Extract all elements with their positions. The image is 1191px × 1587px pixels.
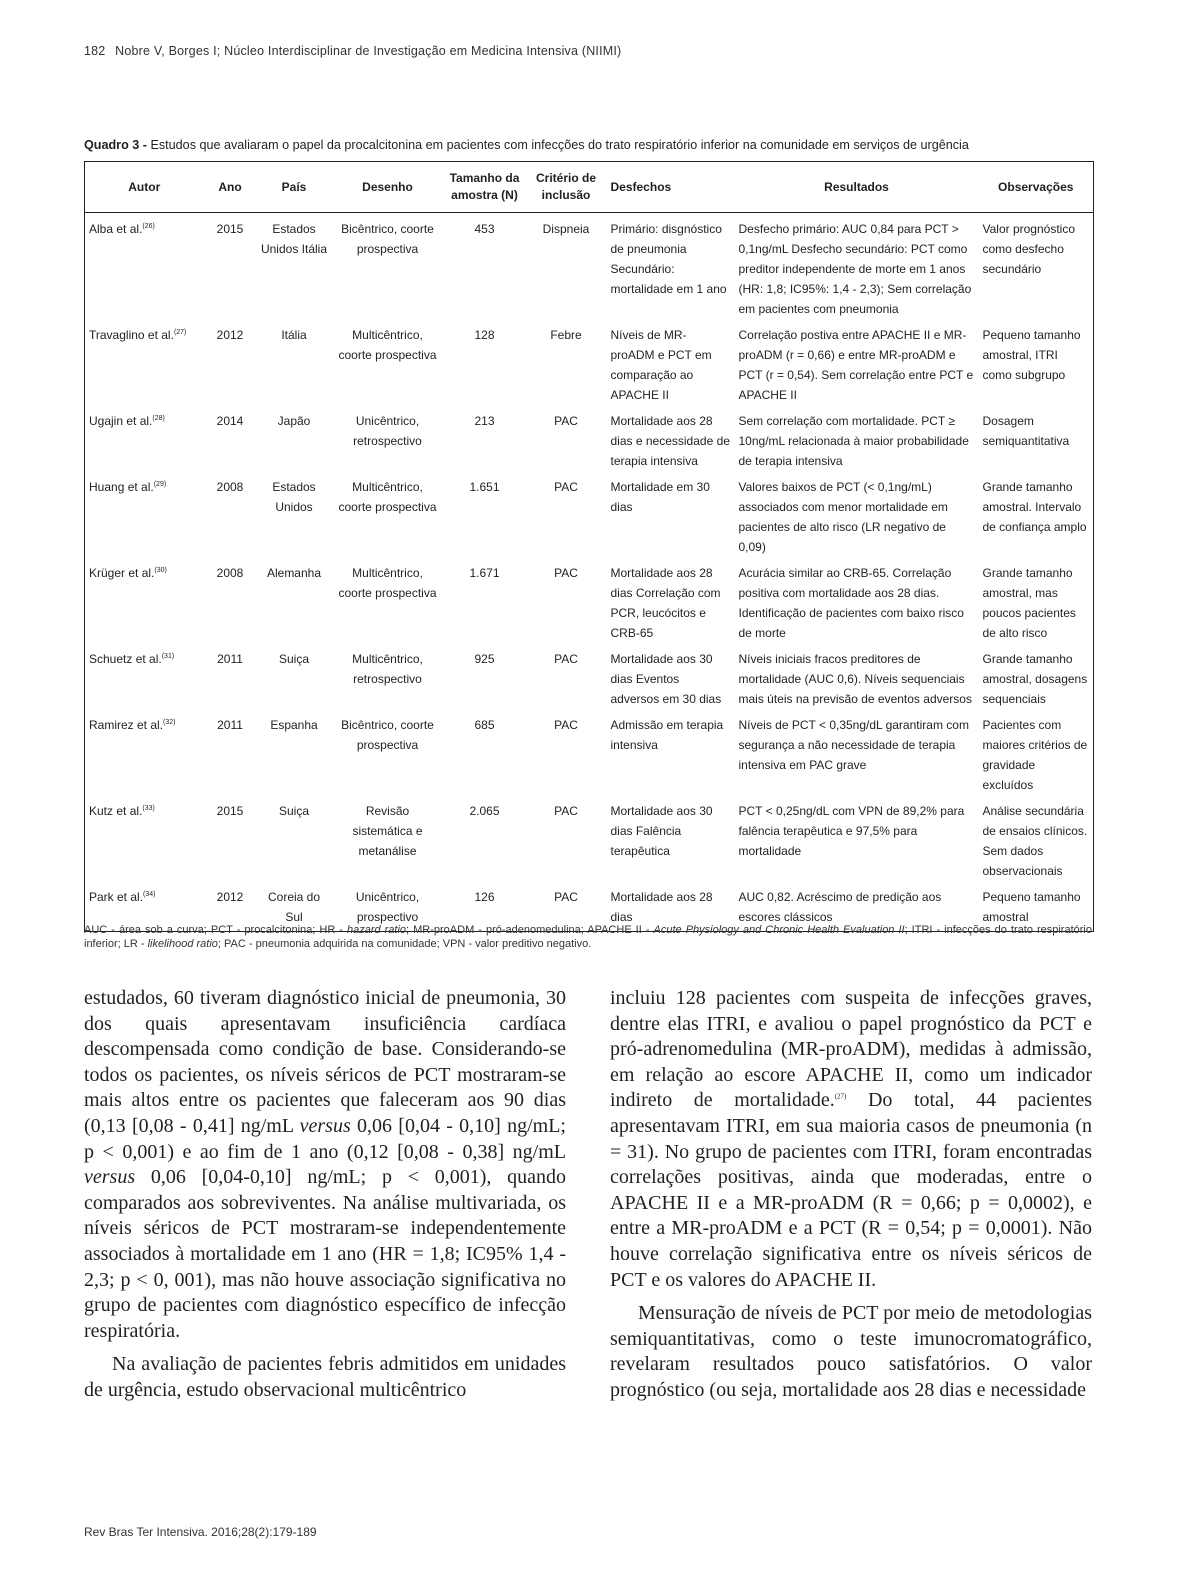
cell-resultados-text: Níveis iniciais fracos preditores de mortalidade (AUC 0,6). Níveis sequenciais mais úteis na previsão de eventos adversos [738, 652, 972, 706]
cell-autor-text: Ugajin et al. [89, 414, 153, 428]
text-run: versus [299, 1114, 351, 1137]
cell-desenho-text: Multicêntrico, retrospectivo [352, 652, 423, 686]
cell-observacoes-text: Valor prognóstico como desfecho secundário [982, 222, 1075, 276]
cell-desenho [332, 213, 444, 324]
cell-resultados [735, 561, 979, 647]
cell-resultados-text: PCT < 0,25ng/dL com VPN de 89,2% para falência terapêutica e 97,5% para mortalidade [738, 804, 965, 858]
body-column-right [610, 986, 1092, 1404]
cell-desenho-text: Bicêntrico, coorte prospectiva [341, 718, 434, 752]
caption-text: Estudos que avaliaram o papel da procalcitonina em pacientes com infecções do trato respiratório inferior na comunidade em serviços de urgência [146, 138, 969, 152]
cell-desenho [332, 475, 444, 561]
cell-amostra-text: 126 [474, 890, 495, 904]
cell-resultados-text: Sem correlação com mortalidade. PCT ≥ 10ng/mL relacionada à maior probabilidade de terapia intensiva [738, 414, 969, 468]
cell-criterio [526, 409, 607, 475]
cell-criterio [526, 561, 607, 647]
body-paragraph [84, 1352, 566, 1403]
cell-ano-text: 2008 [216, 480, 244, 494]
quadro-3-table [84, 161, 1094, 932]
cell-desenho-text: Multicêntrico, coorte prospectiva [338, 328, 437, 362]
page-number: 182 [84, 44, 106, 58]
cell-desfechos [607, 475, 735, 561]
cell-autor-text: Schuetz et al. [89, 652, 162, 666]
table-row [85, 799, 1094, 885]
cell-observacoes [979, 561, 1094, 647]
cell-criterio-text: PAC [554, 804, 578, 818]
cell-amostra [444, 799, 526, 885]
cell-pais [257, 647, 332, 713]
cell-observacoes [979, 323, 1094, 409]
cell-criterio [526, 475, 607, 561]
cell-amostra-text: 1.671 [469, 566, 500, 580]
cell-resultados [735, 213, 979, 324]
table-row [85, 323, 1094, 409]
cell-amostra [444, 713, 526, 799]
table-footnote [84, 923, 1092, 951]
cell-ano-text: 2011 [217, 652, 243, 666]
cell-criterio [526, 647, 607, 713]
cell-resultados [735, 647, 979, 713]
cell-resultados-text: Correlação postiva entre APACHE II e MR-proADM (r = 0,66) e entre MR-proADM e PCT (r = 0,54). Sem correlação entre PCT e APACHE II [738, 328, 974, 402]
col-header-ano: Ano [204, 162, 257, 213]
cell-autor [85, 409, 204, 475]
cell-pais-text: Espanha [270, 718, 318, 732]
cell-desfechos-text: Mortalidade aos 28 dias [610, 890, 713, 924]
body-paragraph [610, 1301, 1092, 1403]
cell-desfechos-text: Primário: disgnóstico de pneumonia Secundário: mortalidade em 1 ano [610, 222, 727, 296]
cell-amostra [444, 213, 526, 324]
cell-criterio-text: PAC [554, 718, 578, 732]
cell-pais [257, 409, 332, 475]
cell-desfechos [607, 799, 735, 885]
cell-observacoes-text: Grande tamanho amostral, dosagens sequenciais [982, 652, 1088, 706]
text-run: Do total, 44 pacientes apresentavam ITRI, em sua maioria casos de pneumonia (n = 31). No grupo de pacientes com ITRI, foram encontradas correlações positivas, ainda que moderadas, entre o APACHE II e a MR-proADM (R = 0,66; p = 0,0002), e entre a MR-proADM e a PCT (R = 0,54; p = 0,0001). Não houve correlação significativa entre os níveis séricos de PCT e os valores do APACHE II. [610, 1089, 1092, 1291]
cell-ano-text: 2011 [217, 718, 243, 732]
text-run: 0,06 [0,04-0,10] ng/mL; p < 0,001), quando comparados aos sobreviventes. Na análise multivariada, os níveis séricos de PCT mostraram-se independentemente associados à mortalidade em 1 ano (HR = 1,8; IC95% 1,4 - 2,3; p < 0, 001), mas não houve associação significativa no grupo de pacientes com diagnóstico específico de infecção respiratória. [84, 1166, 566, 1342]
cell-resultados-text: Valores baixos de PCT (< 0,1ng/mL) associados com menor mortalidade em pacientes de alto risco (LR negativo de 0,09) [738, 480, 948, 554]
cell-resultados-text: Acurácia similar ao CRB-65. Correlação positiva com mortalidade aos 28 dias. Identificação de pacientes com baixo risco de morte [738, 566, 964, 640]
table-body [85, 213, 1094, 932]
cell-autor [85, 323, 204, 409]
cell-desfechos-text: Mortalidade em 30 dias [610, 480, 710, 514]
reference-marker: (31) [161, 653, 175, 660]
journal-footer: Rev Bras Ter Intensiva. 2016;28(2):179-189 [84, 1525, 317, 1539]
reference-marker: (27) [173, 329, 187, 336]
table-caption [84, 138, 1094, 152]
cell-observacoes [979, 713, 1094, 799]
cell-ano-text: 2015 [216, 222, 244, 236]
cell-desenho-text: Bicêntrico, coorte prospectiva [341, 222, 434, 256]
cell-amostra-text: 2.065 [469, 804, 500, 818]
footnote-segment: AUC - área sob a curva; PCT - procalcitonina; HR - [84, 924, 347, 936]
cell-ano-text: 2008 [216, 566, 244, 580]
cell-resultados [735, 799, 979, 885]
caption-label: Quadro 3 - [84, 138, 147, 152]
cell-ano [204, 561, 257, 647]
cell-autor-text: Kutz et al. [89, 804, 143, 818]
cell-desenho-text: Multicêntrico, coorte prospectiva [338, 566, 437, 600]
cell-observacoes [979, 213, 1094, 324]
cell-resultados [735, 475, 979, 561]
cell-observacoes-text: Pacientes com maiores critérios de gravidade excluídos [982, 718, 1088, 792]
cell-desenho-text: Unicêntrico, retrospectivo [353, 414, 422, 448]
cell-observacoes [979, 799, 1094, 885]
cell-autor-text: Huang et al. [89, 480, 154, 494]
cell-resultados [735, 323, 979, 409]
cell-desfechos-text: Níveis de MR-proADM e PCT em comparação ao APACHE II [610, 328, 712, 402]
cell-pais [257, 323, 332, 409]
cell-desfechos [607, 409, 735, 475]
cell-criterio-text: PAC [554, 890, 578, 904]
body-column-left [84, 986, 566, 1404]
cell-autor-text: Park et al. [89, 890, 144, 904]
cell-pais-text: Suiça [278, 652, 310, 666]
cell-criterio [526, 713, 607, 799]
cell-desfechos [607, 213, 735, 324]
cell-ano [204, 323, 257, 409]
col-header-amostra: Tamanho da amostra (N) [444, 162, 526, 213]
cell-amostra [444, 323, 526, 409]
cell-resultados-text: Desfecho primário: AUC 0,84 para PCT > 0,1ng/mL Desfecho secundário: PCT como preditor independente de morte em 1 anos (HR: 1,8; IC95%: 1,4 - 2,3); Sem correlação em pacientes com pneumonia [738, 222, 972, 316]
citation-marker: (27) [834, 1092, 847, 1101]
text-run: versus [84, 1166, 136, 1189]
footnote-segment: ; MR-proADM - pró-adenomedulina; APACHE II - [406, 924, 654, 936]
col-header-observacoes: Observações [979, 162, 1094, 213]
cell-desenho [332, 799, 444, 885]
reference-marker: (30) [154, 567, 167, 574]
cell-ano [204, 409, 257, 475]
cell-pais-text: Japão [277, 414, 311, 428]
cell-desfechos-text: Admissão em terapia intensiva [610, 718, 724, 752]
cell-desenho [332, 409, 444, 475]
cell-desenho [332, 647, 444, 713]
reference-marker: (26) [142, 223, 155, 230]
text-run: Mensuração de níveis de PCT por meio de metodologias semiquantitativas, como o teste imunocromatográfico, revelaram resultados pouco satisfatórios. O valor prognóstico (ou seja, mortalidade aos 28 dias e necessidade [610, 1302, 1092, 1401]
cell-resultados [735, 409, 979, 475]
cell-observacoes [979, 647, 1094, 713]
cell-pais-text: Estados Unidos [272, 480, 316, 514]
cell-autor-text: Krüger et al. [89, 566, 155, 580]
cell-autor [85, 475, 204, 561]
cell-pais [257, 713, 332, 799]
cell-desenho-text: Unicêntrico, prospectivo [355, 890, 420, 924]
reference-marker: (34) [143, 891, 156, 898]
cell-criterio-text: Dispneia [542, 222, 590, 236]
reference-marker: (32) [163, 719, 176, 726]
cell-ano-text: 2012 [216, 328, 244, 342]
cell-pais-text: Suiça [278, 804, 310, 818]
footnote-segment: likelihood ratio [147, 938, 218, 950]
cell-amostra [444, 647, 526, 713]
col-header-autor: Autor [85, 162, 204, 213]
cell-amostra-text: 925 [474, 652, 495, 666]
cell-desfechos-text: Mortalidade aos 28 dias Correlação com PCR, leucócitos e CRB-65 [610, 566, 721, 640]
table-row [85, 647, 1094, 713]
cell-amostra-text: 1.651 [469, 480, 500, 494]
running-head-text: Nobre V, Borges I; Núcleo Interdisciplinar de Investigação em Medicina Intensiva (NIIMI) [115, 44, 622, 58]
cell-autor-text: Alba et al. [89, 222, 143, 236]
table-row [85, 213, 1094, 324]
cell-pais-text: Alemanha [266, 566, 322, 580]
cell-resultados-text: Níveis de PCT < 0,35ng/dL garantiram com segurança a não necessidade de terapia intensiva em PAC grave [738, 718, 969, 772]
cell-criterio [526, 799, 607, 885]
cell-criterio-text: PAC [554, 480, 578, 494]
footnote-segment: ; PAC - pneumonia adquirida na comunidade; VPN - valor preditivo negativo. [217, 938, 592, 950]
cell-autor [85, 647, 204, 713]
cell-desfechos [607, 713, 735, 799]
table-row [85, 561, 1094, 647]
cell-desfechos [607, 561, 735, 647]
col-header-resultados: Resultados [735, 162, 979, 213]
cell-criterio-text: PAC [554, 566, 578, 580]
reference-marker: (29) [153, 481, 167, 488]
cell-observacoes [979, 475, 1094, 561]
col-header-desfechos: Desfechos [607, 162, 735, 213]
cell-amostra-text: 128 [474, 328, 495, 342]
footnote-segment: Acute Physiology and Chronic Health Evaluation II [653, 924, 905, 936]
cell-ano [204, 647, 257, 713]
cell-autor [85, 799, 204, 885]
cell-autor [85, 213, 204, 324]
table-row [85, 475, 1094, 561]
table-header-row [85, 162, 1094, 213]
cell-desenho-text: Revisão sistemática e metanálise [352, 804, 423, 858]
cell-autor [85, 561, 204, 647]
footnote-segment: ; ITRI - infecções do trato respiratório inferior; LR - [84, 924, 1092, 950]
cell-criterio-text: PAC [554, 414, 578, 428]
cell-observacoes-text: Pequeno tamanho amostral, ITRI como subgrupo [982, 328, 1081, 382]
cell-desenho [332, 713, 444, 799]
cell-ano-text: 2015 [216, 804, 244, 818]
cell-resultados [735, 713, 979, 799]
running-head [84, 44, 621, 58]
cell-observacoes-text: Grande tamanho amostral. Intervalo de confiança amplo [982, 480, 1087, 534]
reference-marker: (33) [142, 805, 155, 812]
footnote-segment: hazard ratio [346, 924, 407, 936]
cell-amostra [444, 409, 526, 475]
cell-pais [257, 561, 332, 647]
col-header-pais: País [257, 162, 332, 213]
cell-resultados-text: AUC 0,82. Acréscimo de predição aos escores clássicos [738, 890, 942, 924]
table-row [85, 713, 1094, 799]
cell-amostra [444, 561, 526, 647]
cell-desfechos-text: Mortalidade aos 28 dias e necessidade de terapia intensiva [610, 414, 730, 468]
cell-ano [204, 713, 257, 799]
text-run: 0,06 [0,04 - 0,10] ng/mL; p < 0,001) e ao fim de 1 ano (0,12 [0,08 - 0,38] ng/mL [84, 1114, 566, 1163]
reference-marker: (28) [152, 415, 165, 422]
table-row [85, 409, 1094, 475]
body-paragraph [84, 986, 566, 1344]
cell-pais [257, 475, 332, 561]
cell-desfechos-text: Mortalidade aos 30 dias Eventos adversos em 30 dias [610, 652, 722, 706]
cell-ano-text: 2012 [216, 890, 244, 904]
cell-desenho-text: Multicêntrico, coorte prospectiva [338, 480, 437, 514]
cell-desfechos-text: Mortalidade aos 30 dias Falência terapêutica [610, 804, 713, 858]
cell-criterio-text: PAC [554, 652, 578, 666]
cell-observacoes-text: Dosagem semiquantitativa [982, 414, 1070, 448]
cell-desfechos [607, 323, 735, 409]
cell-ano [204, 475, 257, 561]
text-run: Na avaliação de pacientes febris admitidos em unidades de urgência, estudo observacional multicêntrico [84, 1353, 566, 1401]
col-header-criterio: Critério de inclusão [526, 162, 607, 213]
cell-amostra [444, 475, 526, 561]
col-header-desenho: Desenho [332, 162, 444, 213]
cell-ano-text: 2014 [216, 414, 244, 428]
cell-autor-text: Travaglino et al. [89, 328, 174, 342]
cell-pais [257, 799, 332, 885]
cell-criterio [526, 213, 607, 324]
cell-criterio-text: Febre [550, 328, 582, 342]
cell-pais [257, 213, 332, 324]
cell-ano [204, 213, 257, 324]
cell-amostra-text: 685 [474, 718, 495, 732]
cell-ano [204, 799, 257, 885]
cell-pais-text: Itália [281, 328, 307, 342]
cell-observacoes-text: Análise secundária de ensaios clínicos. Sem dados observacionais [982, 804, 1088, 878]
cell-desenho [332, 561, 444, 647]
cell-autor-text: Ramirez et al. [89, 718, 164, 732]
cell-amostra-text: 453 [474, 222, 495, 236]
body-paragraph [610, 986, 1092, 1293]
cell-autor [85, 713, 204, 799]
cell-observacoes-text: Pequeno tamanho amostral [982, 890, 1081, 924]
cell-amostra-text: 213 [474, 414, 495, 428]
cell-pais-text: Estados Unidos Itália [260, 222, 328, 256]
cell-criterio [526, 323, 607, 409]
cell-observacoes-text: Grande tamanho amostral, mas poucos pacientes de alto risco [982, 566, 1076, 640]
cell-desfechos [607, 647, 735, 713]
cell-pais-text: Coreia do Sul [267, 890, 321, 924]
cell-desenho [332, 323, 444, 409]
text-run: incluiu 128 pacientes com suspeita de infecções graves, dentre elas ITRI, e avaliou o papel prognóstico da PCT e pró-adrenomedulina (MR-proADM), medidas à admissão, em relação ao escore APACHE II, como um indicador indireto de mortalidade. [610, 987, 1092, 1112]
cell-observacoes [979, 409, 1094, 475]
text-run: estudados, 60 tiveram diagnóstico inicial de pneumonia, 30 dos quais apresentavam insuficiência cardíaca descompensada como condição de base. Considerando-se todos os pacientes, os níveis séricos de PCT mostraram-se mais altos entre os pacientes que faleceram aos 90 dias (0,13 [0,08 - 0,41] ng/mL [84, 987, 566, 1137]
